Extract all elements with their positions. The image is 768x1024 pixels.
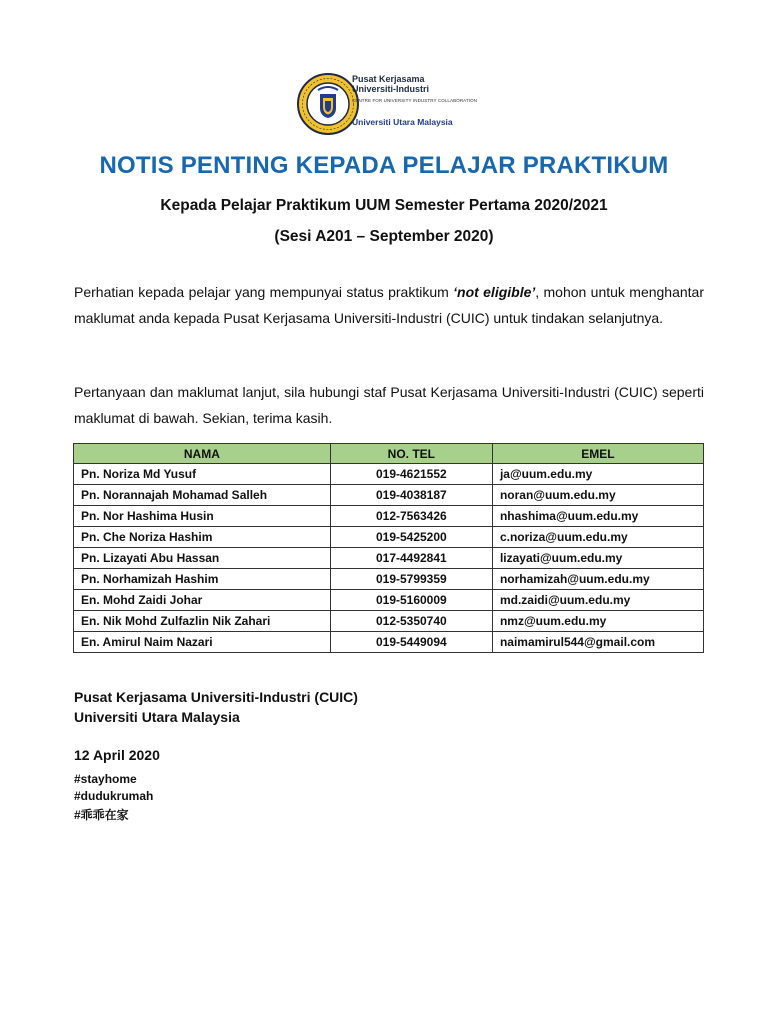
cell-tel: 019-5799359 — [330, 569, 492, 590]
cell-name: Pn. Norhamizah Hashim — [74, 569, 331, 590]
logo-subtitle: CENTRE FOR UNIVERSITY INDUSTRY COLLABORATION — [352, 98, 478, 103]
cell-email: ja@uum.edu.my — [492, 464, 703, 485]
table-row — [74, 485, 704, 506]
subtitle-semester: Kepada Pelajar Praktikum UUM Semester Pertama 2020/2021 — [160, 197, 608, 214]
university-seal-icon — [296, 72, 360, 136]
table-row — [74, 569, 704, 590]
hashtag-dudukrumah: #dudukrumah — [74, 789, 154, 803]
cell-tel: 019-5425200 — [330, 527, 492, 548]
cell-name: Pn. Lizayati Abu Hassan — [74, 548, 331, 569]
cell-name: Pn. Noriza Md Yusuf — [74, 464, 331, 485]
cell-email: nmz@uum.edu.my — [492, 611, 703, 632]
cell-tel: 019-5449094 — [330, 632, 492, 653]
table-row — [74, 632, 704, 653]
logo-line2: Universiti-Industri — [352, 84, 430, 94]
cell-name: En. Amirul Naim Nazari — [74, 632, 331, 653]
cell-email: naimamirul544@gmail.com — [492, 632, 703, 653]
footer-university: Universiti Utara Malaysia — [74, 709, 240, 725]
cell-email: lizayati@uum.edu.my — [492, 548, 703, 569]
notice-date: 12 April 2020 — [74, 747, 160, 763]
table-row — [74, 590, 704, 611]
table-row — [74, 548, 704, 569]
header-name: NAMA — [74, 444, 331, 464]
cell-tel: 012-7563426 — [330, 506, 492, 527]
cuic-logo — [296, 72, 496, 138]
table-row — [74, 464, 704, 485]
hashtag-stayhome: #stayhome — [74, 772, 137, 786]
cell-name: Pn. Norannajah Mohamad Salleh — [74, 485, 331, 506]
cell-name: En. Nik Mohd Zulfazlin Nik Zahari — [74, 611, 331, 632]
hashtag-chinese: #乖乖在家 — [74, 808, 129, 822]
contact-paragraph: Pertanyaan dan maklumat lanjut, sila hubungi staf Pusat Kerjasama Universiti-Industri (CUIC) seperti maklumat di bawah. Sekian, terima kasih. — [74, 384, 704, 426]
cell-tel: 019-4038187 — [330, 485, 492, 506]
table-row — [74, 527, 704, 548]
logo-text — [352, 74, 502, 127]
footer-organization: Pusat Kerjasama Universiti-Industri (CUIC) — [74, 689, 358, 705]
cell-tel: 017-4492841 — [330, 548, 492, 569]
table-row — [74, 611, 704, 632]
cell-name: Pn. Nor Hashima Husin — [74, 506, 331, 527]
cell-name: En. Mohd Zaidi Johar — [74, 590, 331, 611]
notice-paragraph — [74, 280, 704, 331]
cell-email: c.noriza@uum.edu.my — [492, 527, 703, 548]
cell-email: nhashima@uum.edu.my — [492, 506, 703, 527]
subtitle-session: (Sesi A201 – September 2020) — [274, 228, 494, 245]
cell-tel: 012-5350740 — [330, 611, 492, 632]
status-emphasis: ‘not eligible’ — [453, 284, 536, 300]
cell-tel: 019-4621552 — [330, 464, 492, 485]
cell-email: md.zaidi@uum.edu.my — [492, 590, 703, 611]
cell-name: Pn. Che Noriza Hashim — [74, 527, 331, 548]
contact-table — [73, 443, 704, 653]
cell-email: norhamizah@uum.edu.my — [492, 569, 703, 590]
table-header-row — [74, 444, 704, 464]
notice-text-before: Perhatian kepada pelajar yang mempunyai status praktikum — [74, 284, 454, 300]
header-tel: NO. TEL — [330, 444, 492, 464]
logo-line1: Pusat Kerjasama — [352, 74, 425, 84]
page-title: NOTIS PENTING KEPADA PELAJAR PRAKTIKUM — [99, 152, 669, 179]
table-row — [74, 506, 704, 527]
header-email: EMEL — [492, 444, 703, 464]
cell-email: noran@uum.edu.my — [492, 485, 703, 506]
cell-tel: 019-5160009 — [330, 590, 492, 611]
logo-university: Universiti Utara Malaysia — [352, 117, 453, 127]
notice-text-after: , mohon untuk menghantar maklumat anda kepada Pusat Kerjasama Universiti-Industri (CUIC) untuk tindakan selanjutnya. — [74, 284, 705, 326]
